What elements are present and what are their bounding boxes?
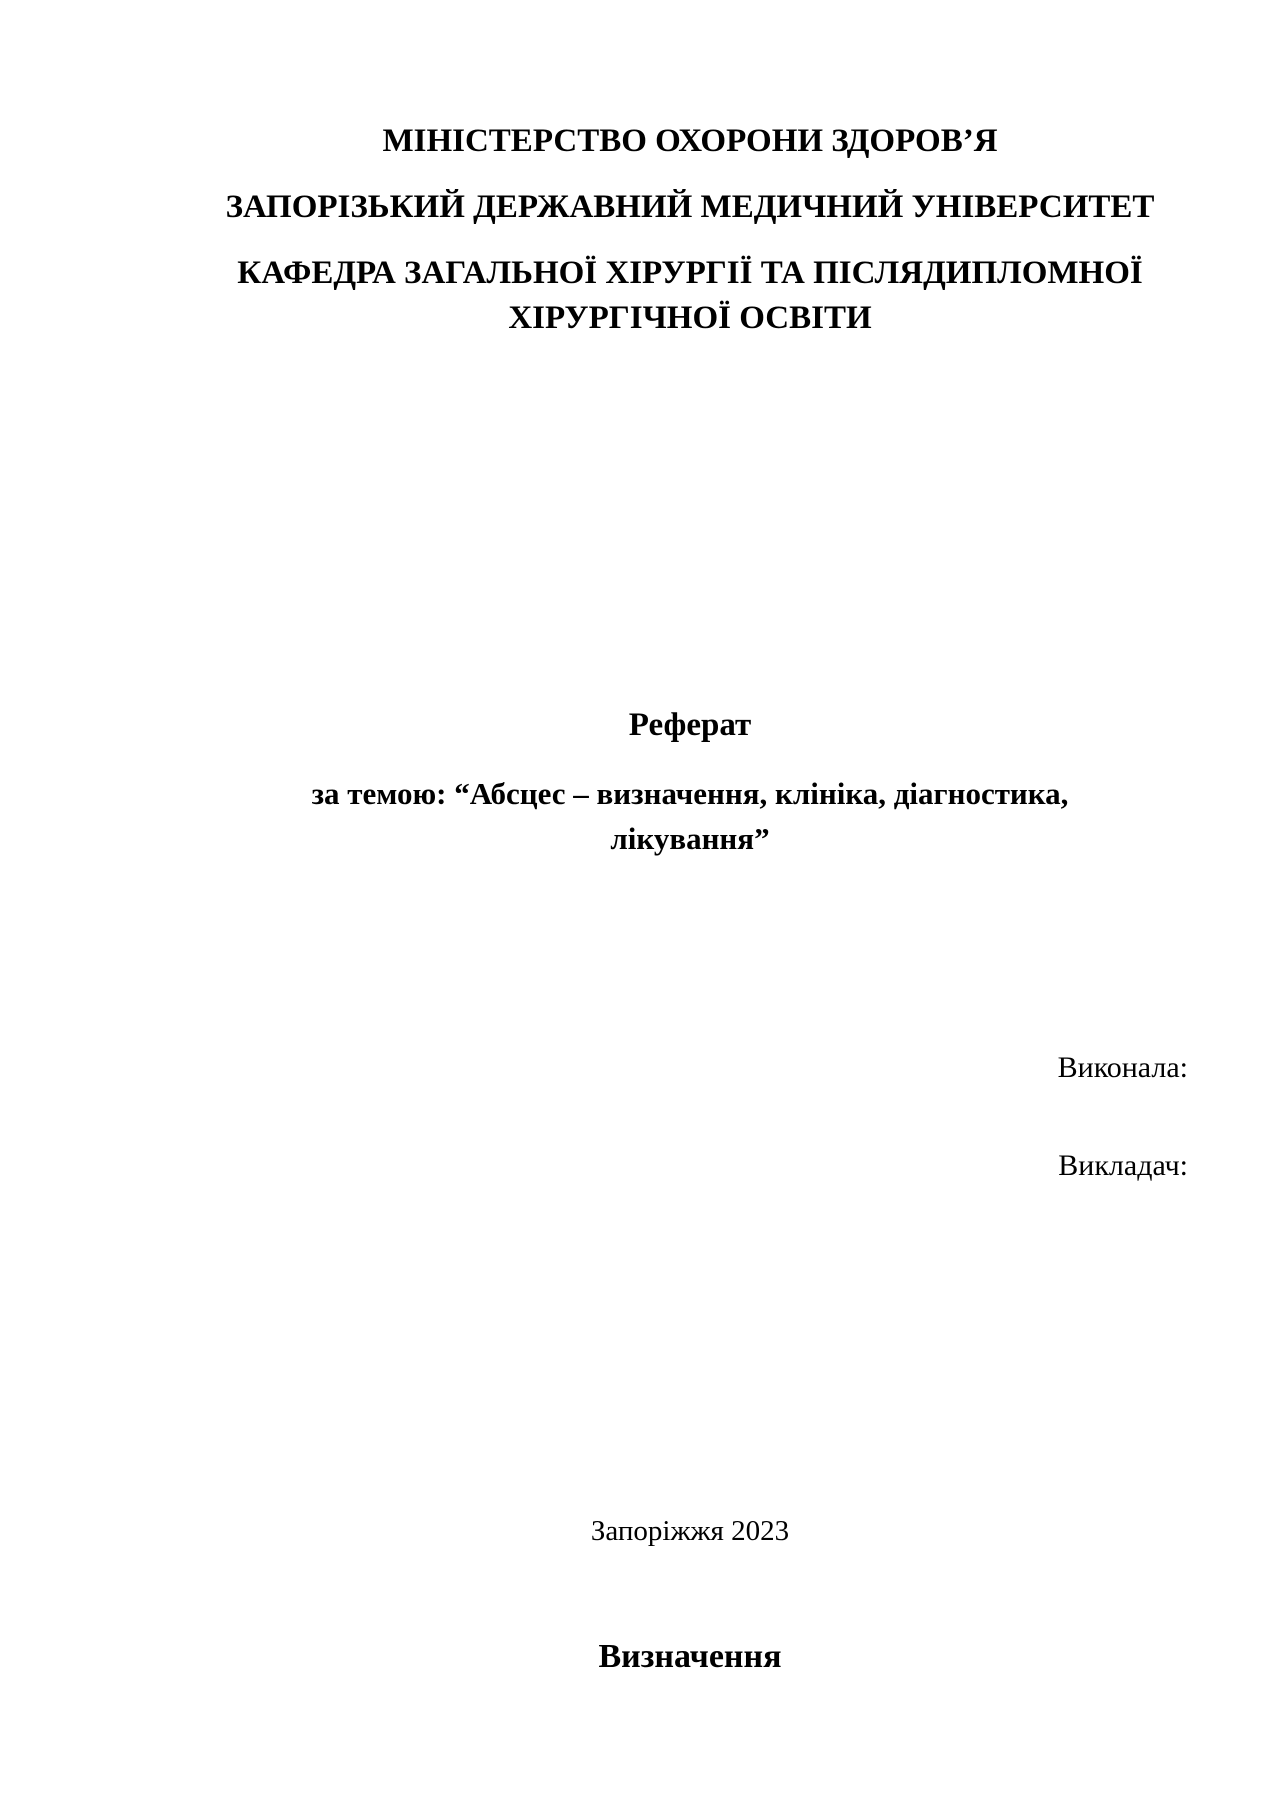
performed-by-label: Виконала: [1057,1051,1188,1084]
department-heading-line-2: ХІРУРГІЧНОЇ ОСВІТИ [508,300,872,336]
topic-line-1: за темою: “Абсцес – визначення, клініка, діагностика, [311,776,1069,811]
department-heading-line-1: КАФЕДРА ЗАГАЛЬНОЇ ХІРУРГІЇ ТА ПІСЛЯДИПЛОМНОЇ [237,255,1143,291]
teacher-label: Викладач: [1058,1149,1188,1182]
university-heading: ЗАПОРІЗЬКИЙ ДЕРЖАВНИЙ МЕДИЧНИЙ УНІВЕРСИТЕТ [225,189,1155,225]
topic-line-2: лікування” [610,821,770,856]
ministry-heading: МІНІСТЕРСТВО ОХОРОНИ ЗДОРОВ’Я [382,123,998,159]
section-heading: Визначення [598,1638,782,1675]
work-type-title: Реферат [628,707,752,743]
city-year: Запоріжжя 2023 [590,1515,790,1547]
